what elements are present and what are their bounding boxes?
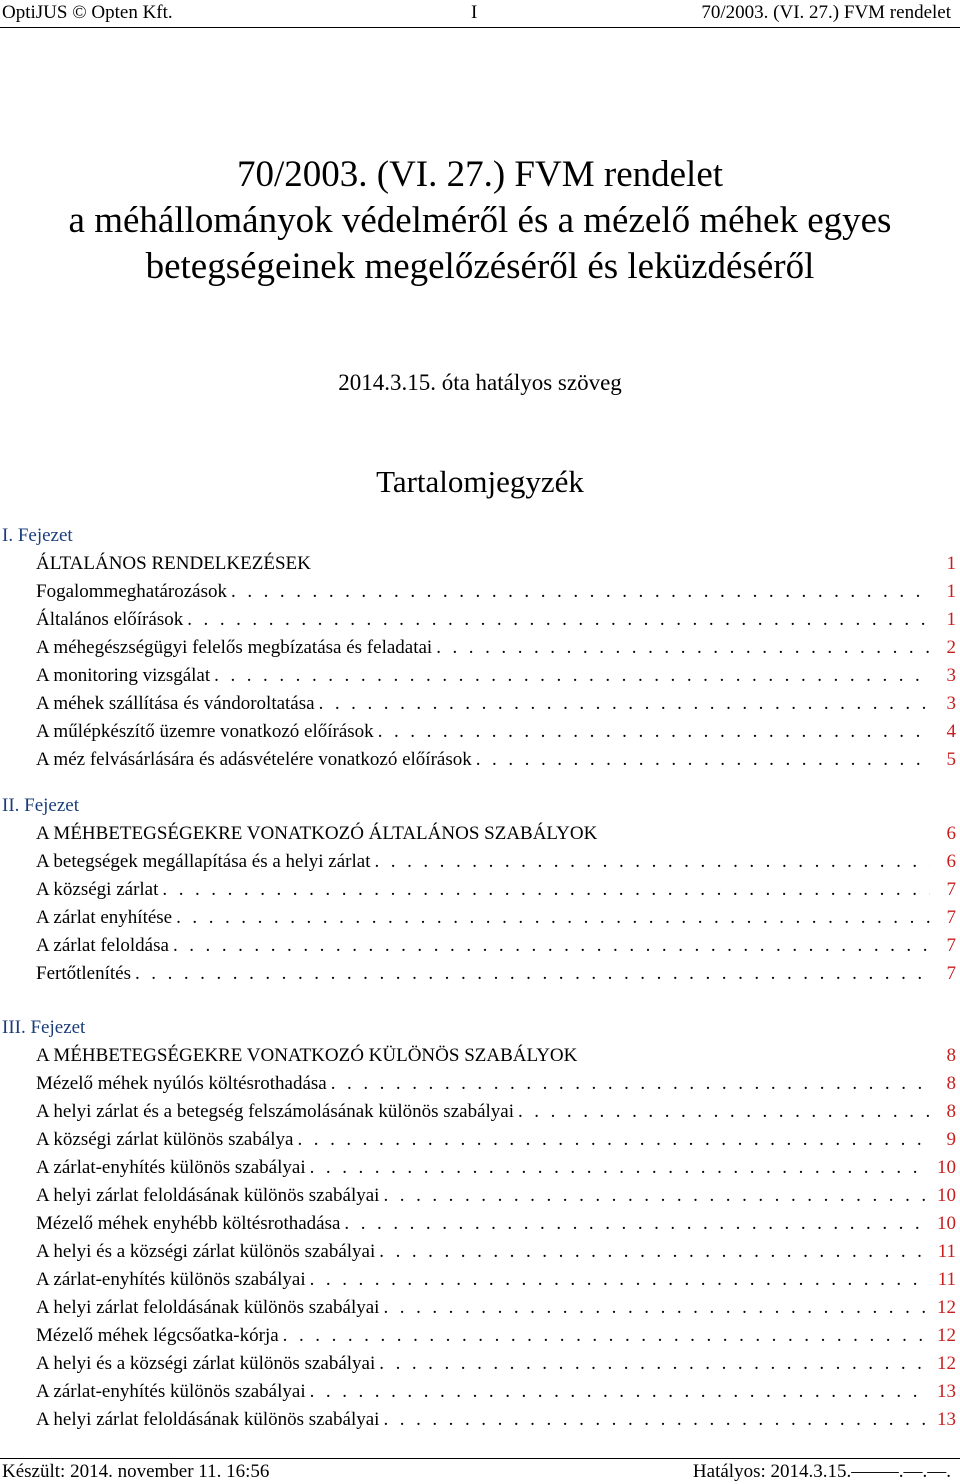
toc-leader xyxy=(378,718,930,746)
toc-entry[interactable] xyxy=(36,960,956,988)
toc-page-number: 8 xyxy=(946,1045,956,1066)
header-document-id: 70/2003. (VI. 27.) FVM rendelet xyxy=(701,2,951,23)
toc-entry[interactable] xyxy=(36,1182,956,1210)
toc-page-number: 6 xyxy=(946,823,956,844)
toc-section-title: ÁLTALÁNOS RENDELKEZÉSEK xyxy=(36,553,311,574)
toc-page-number: 9 xyxy=(946,1129,956,1150)
toc-entry-title: A zárlat feloldása xyxy=(36,935,169,956)
toc-entry-title: A zárlat-enyhítés különös szabályai xyxy=(36,1157,306,1178)
toc-entry-title: A helyi és a községi zárlat különös szabályai xyxy=(36,1353,376,1374)
toc-entry[interactable] xyxy=(36,634,956,662)
chapter-label[interactable]: III. Fejezet xyxy=(2,1017,86,1038)
toc-entry[interactable] xyxy=(36,662,956,690)
toc-leader xyxy=(162,876,930,904)
toc-leader xyxy=(331,1070,930,1098)
toc-leader xyxy=(374,848,930,876)
header-page-number: I xyxy=(471,2,478,23)
toc-entry[interactable] xyxy=(36,1126,956,1154)
toc-entry-title: A betegségek megállapítása és a helyi zárlat xyxy=(36,851,371,872)
footer-divider xyxy=(0,1458,960,1459)
title-line-3: betegségeinek megelőzéséről és leküzdéséről xyxy=(145,246,815,287)
toc-page-number: 5 xyxy=(946,749,956,770)
header-publisher: OptiJUS © Opten Kft. xyxy=(2,2,173,23)
toc-leader xyxy=(476,746,930,774)
toc-leader xyxy=(344,1210,930,1238)
toc-leader xyxy=(383,1182,930,1210)
toc-leader xyxy=(297,1126,930,1154)
toc-leader xyxy=(176,904,930,932)
toc-entry[interactable] xyxy=(36,1238,956,1266)
toc-leader xyxy=(173,932,930,960)
toc-entry[interactable] xyxy=(36,1098,956,1126)
toc-entry-title: A zárlat-enyhítés különös szabályai xyxy=(36,1381,306,1402)
toc-page-number: 7 xyxy=(946,907,956,928)
toc-entry-title: A községi zárlat különös szabálya xyxy=(36,1129,294,1150)
toc-page-number: 13 xyxy=(937,1409,956,1430)
toc-leader xyxy=(383,1406,930,1434)
page-header xyxy=(0,0,960,26)
effective-date-note: 2014.3.15. óta hatályos szöveg xyxy=(338,370,622,395)
toc-page-number: 3 xyxy=(946,665,956,686)
toc-entry[interactable] xyxy=(36,1210,956,1238)
toc-entry[interactable] xyxy=(36,1350,956,1378)
toc-entry-title: A helyi zárlat feloldásának különös szabályai xyxy=(36,1297,380,1318)
toc-entry-title: Fogalommeghatározások xyxy=(36,581,228,602)
toc-entry-title: Mézelő méhek enyhébb költésrothadása xyxy=(36,1213,341,1234)
toc-entry-title: A helyi és a községi zárlat különös szabályai xyxy=(36,1241,376,1262)
toc-entry[interactable] xyxy=(36,1294,956,1322)
title-line-2: a méhállományok védelméről és a mézelő méhek egyes xyxy=(68,200,892,241)
toc-entry-title: A helyi zárlat feloldásának különös szabályai xyxy=(36,1409,380,1430)
toc-entry-title: A méhek szállítása és vándoroltatása xyxy=(36,693,315,714)
toc-entry[interactable] xyxy=(36,606,956,634)
toc-entry-title: A méhegészségügyi felelős megbízatása és feladatai xyxy=(36,637,433,658)
toc-entry[interactable] xyxy=(36,1070,956,1098)
toc-page-number: 2 xyxy=(946,637,956,658)
toc-page-number: 3 xyxy=(946,693,956,714)
toc-entry-title: A zárlat-enyhítés különös szabályai xyxy=(36,1269,306,1290)
toc-entry[interactable] xyxy=(36,1322,956,1350)
toc-entry[interactable] xyxy=(36,578,956,606)
toc-page-number: 12 xyxy=(937,1353,956,1374)
toc-leader xyxy=(310,1154,930,1182)
toc-leader xyxy=(310,1266,930,1294)
toc-page-number: 11 xyxy=(937,1241,956,1262)
toc-entry-title: A méz felvásárlására és adásvételére vonatkozó előírások xyxy=(36,749,472,770)
toc-page-number: 13 xyxy=(937,1381,956,1402)
toc-page-number: 1 xyxy=(946,553,956,574)
footer-created-date: Készült: 2014. november 11. 16:56 xyxy=(2,1461,270,1482)
footer-effective-date: Hatályos: 2014.3.15.–––––.––.––. xyxy=(692,1461,951,1482)
toc-leader xyxy=(231,578,930,606)
toc-page-number: 10 xyxy=(937,1185,956,1206)
toc-entry-title: A helyi zárlat feloldásának különös szabályai xyxy=(36,1185,380,1206)
toc-entry-title: A helyi zárlat és a betegség felszámolásának különös szabályai xyxy=(36,1101,514,1122)
toc-heading: Tartalomjegyzék xyxy=(376,464,584,499)
toc-page-number: 7 xyxy=(946,963,956,984)
toc-section-row[interactable] xyxy=(36,550,956,578)
toc-page-number: 7 xyxy=(946,879,956,900)
toc-entry-title: A zárlat enyhítése xyxy=(36,907,173,928)
toc-page-number: 1 xyxy=(946,609,956,630)
toc-entry[interactable] xyxy=(36,1406,956,1434)
toc-page-number: 1 xyxy=(946,581,956,602)
toc-entry[interactable] xyxy=(36,1154,956,1182)
toc-page-number: 4 xyxy=(946,721,956,742)
header-divider xyxy=(0,27,960,28)
toc-entry-title: A községi zárlat xyxy=(36,879,159,900)
toc-entry-title: Fertőtlenítés xyxy=(36,963,131,984)
toc-entry[interactable] xyxy=(36,904,956,932)
toc-entry[interactable] xyxy=(36,1378,956,1406)
toc-entry[interactable] xyxy=(36,1266,956,1294)
toc-page-number: 12 xyxy=(937,1325,956,1346)
toc-section-row[interactable] xyxy=(36,1042,956,1070)
toc-page-number: 7 xyxy=(946,935,956,956)
toc-leader xyxy=(135,960,930,988)
toc-page-number: 8 xyxy=(946,1101,956,1122)
toc-entry[interactable] xyxy=(36,848,956,876)
toc-leader xyxy=(379,1238,930,1266)
toc-entry-title: A monitoring vizsgálat xyxy=(36,665,211,686)
toc-page-number: 12 xyxy=(937,1297,956,1318)
toc-leader xyxy=(319,690,930,718)
title-line-1: 70/2003. (VI. 27.) FVM rendelet xyxy=(236,154,724,195)
chapter-label[interactable]: I. Fejezet xyxy=(2,525,73,546)
toc-leader xyxy=(379,1350,930,1378)
toc-leader xyxy=(283,1322,930,1350)
toc-leader xyxy=(518,1098,930,1126)
toc-leader xyxy=(187,606,930,634)
toc-entry-title: Általános előírások xyxy=(36,609,184,630)
toc-entry[interactable] xyxy=(36,876,956,904)
chapter-label[interactable]: II. Fejezet xyxy=(2,795,80,816)
toc-leader xyxy=(383,1294,930,1322)
toc-page-number: 8 xyxy=(946,1073,956,1094)
toc-section-title: A MÉHBETEGSÉGEKRE VONATKOZÓ ÁLTALÁNOS SZABÁLYOK xyxy=(36,823,598,844)
toc-leader xyxy=(436,634,930,662)
toc-leader xyxy=(214,662,930,690)
toc-entry[interactable] xyxy=(36,690,956,718)
toc-entry[interactable] xyxy=(36,932,956,960)
toc-entry-title: A műlépkészítő üzemre vonatkozó előírások xyxy=(36,721,374,742)
toc-section-row[interactable] xyxy=(36,820,956,848)
toc-entry[interactable] xyxy=(36,746,956,774)
toc-leader xyxy=(310,1378,930,1406)
toc-page-number: 11 xyxy=(937,1269,956,1290)
toc-page-number: 10 xyxy=(937,1157,956,1178)
toc-entry[interactable] xyxy=(36,718,956,746)
toc-section-title: A MÉHBETEGSÉGEKRE VONATKOZÓ KÜLÖNÖS SZABÁLYOK xyxy=(36,1045,578,1066)
toc-entry-title: Mézelő méhek légcsőatka-kórja xyxy=(36,1325,279,1346)
toc-page-number: 6 xyxy=(946,851,956,872)
toc-entry-title: Mézelő méhek nyúlós költésrothadása xyxy=(36,1073,327,1094)
page-footer xyxy=(0,1460,960,1484)
toc-page-number: 10 xyxy=(937,1213,956,1234)
document-title xyxy=(0,152,960,290)
